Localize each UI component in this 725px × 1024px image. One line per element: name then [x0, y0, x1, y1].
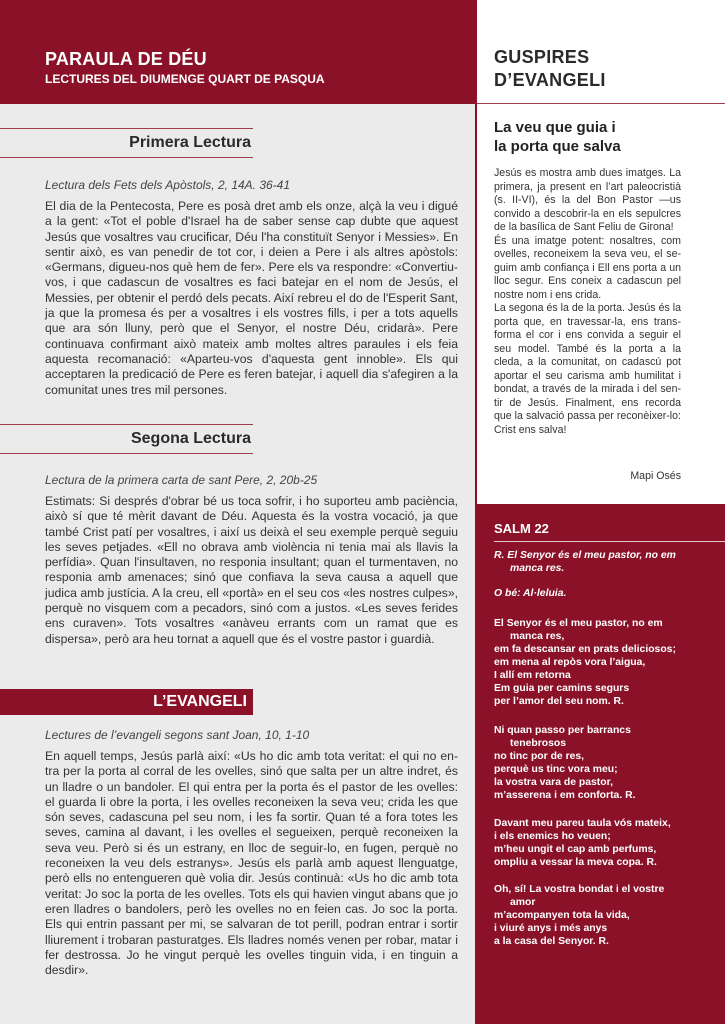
salm-verse: m’heu ungit el cap amb perfums,	[494, 844, 657, 855]
primera-lectura-heading: Primera Lectura	[0, 128, 253, 158]
salm-verse: i viuré anys i més anys	[494, 923, 608, 934]
evangeli-reference: Lectures de l’evangeli segons sant Joan, 10, 1-10	[45, 728, 310, 742]
readings-title: PARAULA DE DÉU	[45, 49, 207, 69]
salm-divider	[494, 541, 725, 542]
salm-verse: la vostra vara de pastor,	[494, 777, 613, 788]
salm-verse: i els enemics ho veuen;	[494, 831, 611, 842]
salm-title: SALM 22	[494, 521, 549, 536]
salm-response	[494, 549, 719, 575]
salm-verse: Ni quan passo per barrancs	[494, 725, 631, 736]
salm-verse: a la casa del Senyor. R.	[494, 936, 609, 947]
guspires-paragraph: La segona és la de la porta. Jesús és la porta que, en travessar-la, ens transforma el cor i ens convida a seguir el seu model. També és la porta a la cleda, a la comunitat, on cadascú pot aportar el seu carisma amb humilitat i bondat, a través de la mirada i del sentir de Jesús. Finalment, ens recorda que la salvació passa per reconèixer-lo: Crist ens salva!	[494, 302, 681, 436]
salm-verse: Davant meu pareu taula vós mateix,	[494, 818, 671, 829]
guspires-author: Mapi Osés	[630, 470, 681, 482]
salm-verse: per l’amor del seu nom. R.	[494, 696, 624, 707]
salm-stanza	[494, 617, 719, 708]
salm-box	[477, 504, 725, 1024]
evangeli-heading: L’EVANGELI	[0, 689, 253, 715]
guspires-title: GUSPIRES D’EVANGELI	[494, 47, 606, 90]
primera-lectura-reference: Lectura dels Fets dels Apòstols, 2, 14A. 36-41	[45, 178, 291, 192]
salm-verse: Em guia per camins segurs	[494, 683, 630, 694]
salm-stanza	[494, 724, 719, 802]
segona-lectura-heading: Segona Lectura	[0, 424, 253, 454]
salm-verse: tenebrosos	[510, 738, 567, 749]
salm-verse: ompliu a vessar la meva copa. R.	[494, 857, 657, 868]
salm-stanza	[494, 883, 719, 948]
salm-verse: m’acompanyen tota la vida,	[494, 910, 630, 921]
guspires-paragraph: És una imatge potent: nosaltres, com ovelles, reconeixem la seva veu, el seguim amb confiança i Ell ens porta a un lloc segur. Ens coneix a cadascun pel nostre nom i ens crida.	[494, 234, 681, 301]
evangeli-text: En aquell temps, Jesús parlà així: «Us ho dic amb tota veritat: el qui no entra per la porta al corral de les ovelles, sinó que salta per un altre indret, és un lladre o un bandoler. El qui entra per la porta és el pastor de les ovelles: el guarda li obre la porta, i les ovelles reconeixen la seva veu; crida les que són seves, cadascuna pel seu nom, i les fa sortir. Quan té a fora totes les seves, camina al davant, i les ovelles el segueixen, perquè reconeixen la seva veu. Però si és un estrany, en lloc de seguir-lo, en fugen, perquè no reconeixen la veu dels estranys». Jesús els parlà amb aquest llenguatge, però ells no entengueren què volia dir. Jesús continuà: «Us ho dic amb tota veritat: Jo soc la porta de les ovelles. Tots els qui havien vingut abans que jo eren lladres o bandolers, però les ovelles no en feien cas. Jo soc la porta. Els qui entrin passant per mi, se salvaran de tot perill, podran entrar i sortir lliurement i trobaran pasturatges. Els lladres només venen per robar, matar i fer destrossa. Jo he vingut perquè les ovelles tinguin vida, i en tinguin a desdir».	[45, 749, 458, 978]
guspires-header	[477, 0, 725, 104]
primera-lectura-text: El dia de la Pentecosta, Pere es posà dret amb els onze, alçà la veu i digué a la gent: «Tot el poble d'Israel ha de saber sense cap dubte que aquest Jesús que vosaltres vau crucificar, Déu l'ha constituït Senyor i Messies». En sentir això, es van penedir de tot cor, i deien a Pere i als altres apòstols: «Germans, digueu-nos què hem de fer». Pere els va respondre: «Convertiu-vos, i que cadascun de vosaltres es faci batejar en el nom de Jesús, el Messies, per obtenir el perdó dels pecats. Així rebreu el do de l'Esperit Sant, ja que la promesa és per a vosaltres i els vostres fills, i per a tots aquells que ara són lluny, però que el Senyor, el nostre Déu, cridarà». Pere continuava confirmant això mateix amb moltes altres paraules i els feia aquesta recomanació: «Aparteu-vos d'aquesta gent innoble». Els qui acceptaren la predicació de Pere es feren batejar, i aquell dia s'afegiren a la comunitat unes tres mil persones.	[45, 199, 458, 397]
salm-verse: amor	[510, 897, 536, 908]
guspires-article-text	[494, 167, 681, 437]
guspires-article-title: La veu que guia i la porta que salva	[494, 119, 621, 155]
segona-lectura-reference: Lectura de la primera carta de sant Pere, 2, 20b-25	[45, 473, 318, 487]
salm-stanza	[494, 817, 719, 869]
salm-response-line: manca res.	[510, 563, 565, 574]
salm-alt-response	[494, 587, 719, 600]
salm-verse: Oh, sí! La vostra bondat i el vostre	[494, 884, 665, 895]
salm-verse: m’asserena i em conforta. R.	[494, 790, 636, 801]
salm-verse: I allí em retorna	[494, 670, 571, 681]
readings-header	[0, 0, 476, 104]
salm-verse: em mena al repòs vora l’aigua,	[494, 657, 646, 668]
readings-subtitle: LECTURES DEL DIUMENGE QUART DE PASQUA	[45, 72, 325, 86]
salm-verse: em fa descansar en prats deliciosos;	[494, 644, 676, 655]
segona-lectura-text: Estimats: Si després d'obrar bé us toca sofrir, i ho suporteu amb paciència, això sí que té mèrit davant de Déu. Aquesta és la vostra vocació, ja que també Crist patí per vosaltres, i així us deixà el seu exemple perquè seguiu les seves petjades. «Ell no obrava amb violència ni tenia mai als llavis la perfídia». Quan l'insultaven, no responia insultant; quan el turmentaven, no responia amb amenaces; sinó que confiava la seva causa a aquell que judica amb justícia. A la creu, ell «portà» en el seu cos «les nostres culpes», perquè no visquem com a pecadors, sinó com a justos. «Les seves ferides ens curaven». Tots vosaltres «anàveu errants com un ramat que es dispersa», però ara heu tornat a aquell que és el vostre pastor i guardià.	[45, 494, 458, 646]
salm-verse: El Senyor és el meu pastor, no em	[494, 618, 663, 629]
guspires-paragraph: Jesús es mostra amb dues imatges. La primera, ja present en l’art paleocristià (s. II-VI), és la del Bon Pastor —us convido a descobrir-la en els sepulcres de la basílica de Sant Feliu de Girona!	[494, 167, 681, 233]
salm-verse: perquè us tinc vora meu;	[494, 764, 618, 775]
salm-response-line: R. El Senyor és el meu pastor, no em	[494, 550, 676, 561]
salm-verse: manca res,	[510, 631, 565, 642]
salm-verse: no tinc por de res,	[494, 751, 585, 762]
salm-alt-response-line: O bé: Al·leluia.	[494, 588, 567, 599]
